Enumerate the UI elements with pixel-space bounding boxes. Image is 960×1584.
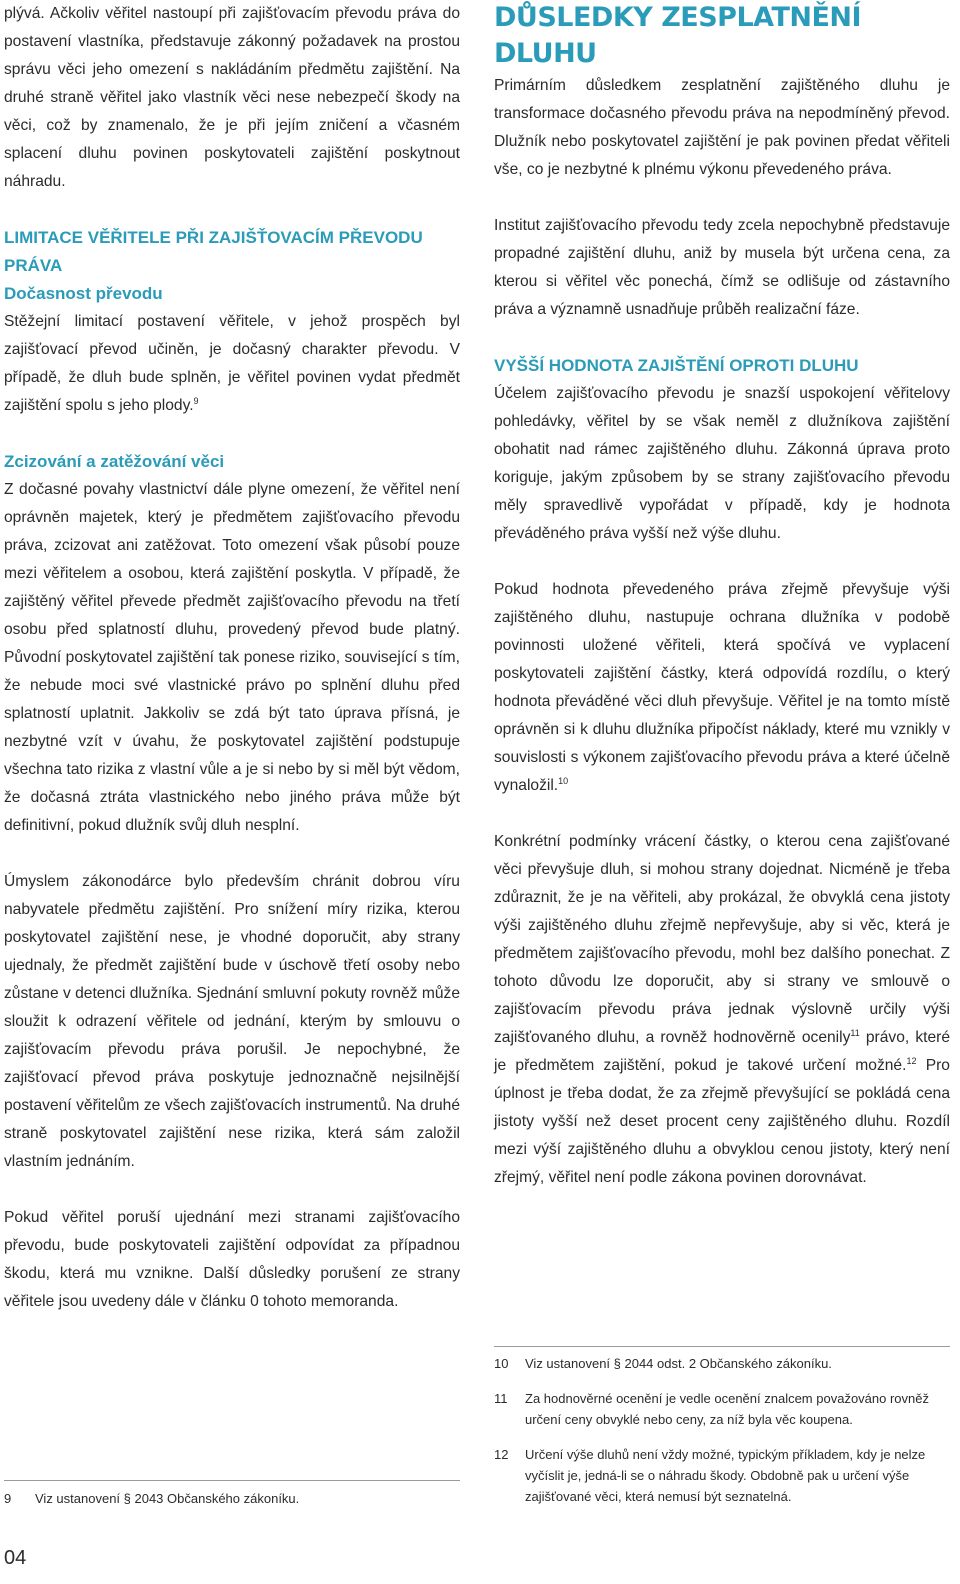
footnote-ref-11[interactable]: 11 — [850, 1027, 860, 1038]
footnote-ref-12[interactable]: 12 — [906, 1055, 917, 1066]
paragraph-konkretni-part-b: právo, které je předmětem zajištění, pokud je takové určení možné. — [494, 1029, 950, 1074]
paragraph-ucelem: Účelem zajišťovacího převodu je snazší uspokojení věřitelovy pohledávky, věřitel by se však neměl z dlužníkova zajištění obohatit nad rámec zajištěného dluhu. Zákonná úprava proto koriguje, jakým způsobem by se strany zajišťovacího převodu měly spravedlivě vypořádat v případě, kdy je hodnota převáděného práva vyšší než výše dluhu. — [494, 385, 950, 542]
footnote-text: Za hodnověrné ocenění je vedle ocenění znalcem považováno rovněž určení ceny obvyklé nebo ceny, za níž byla věc koupena. — [525, 1391, 929, 1427]
subheading-zcizovani: Zcizování a zatěžování věci — [4, 452, 225, 471]
paragraph-konkretni — [494, 828, 950, 1192]
right-column — [494, 0, 950, 1192]
paragraph-konkretni-part-c: Pro úplnost je třeba dodat, že za zřejmě převyšující se pokládá cena jistoty vyšší než deset procent ceny zajištěného dluhu. Rozdíl mezi výší zajištěného dluhu a obvyklou cenou jistoty, který není zřejmý, věřitel není podle zákona povinen dorovnávat. — [494, 1057, 950, 1186]
paragraph-zcizovani: Z dočasné povahy vlastnictví dále plyne omezení, že věřitel není oprávněn majetek, který je předmětem zajišťovacího převodu práva, zcizovat ani zatěžovat. Toto omezení však působí pouze mezi věřitelem a osobou, která zajištění poskytla. V případě, že zajištěný věřitel převede předmět zajišťovacího převodu na třetí osobu před splatností dluhu, provedený převod bude platný. Původní poskytovatel zajištění tak ponese riziko, související s tím, že nebude moci své vlastnické právo po splnění dluhu před splatností uplatnit. Jakkoliv se zdá být tato úprava přísná, je nezbytné vzít v úvahu, že poskytovatel zajištění podstupuje všechna tato rizika z vlastní vůle a je si nebo by si měl být vědom, že dočasná ztráta vlastnického nebo jiného práva může být definitivní, pokud dlužník svůj dluh nesplní. — [4, 481, 460, 834]
footnote-text: Určení výše dluhů není vždy možné, typickým příkladem, kdy je nelze vyčíslit je, jedná-li se o náhradu škody. Obdobně pak u určení výše zajišťované věci, která nemusí být seznatelná. — [525, 1447, 926, 1504]
page-number: 04 — [4, 1547, 27, 1569]
footnote-11 — [494, 1388, 950, 1430]
footnote-text: Viz ustanovení § 2043 Občanského zákoníku. — [35, 1491, 300, 1506]
footnote-number: 11 — [494, 1391, 508, 1406]
footnote-divider-left — [4, 1480, 460, 1481]
footnote-9 — [4, 1488, 460, 1509]
section-heading-vyssi-hodnota: VYŠŠÍ HODNOTA ZAJIŠTĚNÍ OPROTI DLUHU — [494, 356, 859, 375]
paragraph-docasnost-text: Stěžejní limitací postavení věřitele, v jehož prospěch byl zajišťovací převod učiněn, je dočasný charakter převodu. V případě, že dluh bude splněn, je věřitel povinen vydat předmět zajištění spolu s jeho plody. — [4, 313, 460, 414]
paragraph-pokud-hodnota-text: Pokud hodnota převedeného práva zřejmě převyšuje výši zajištěného dluhu, nastupuje ochrana dlužníka v podobě povinnosti uložené věřiteli, která spočívá ve vyplacení poskytovateli zajištění částky, která odpovídá rozdílu, o který hodnota převáděné věci dluh převyšuje. Věřitel je na tomto místě oprávněn si k dluhu dlužníka připočíst náklady, které mu vznikly v souvislosti s výkonem zajišťovacího převodu práva a které účelně vynaložil. — [494, 581, 950, 794]
intro-paragraph: plývá. Ačkoliv věřitel nastoupí při zajišťovacím převodu práva do postavení vlastníka, představuje zákonný požadavek na prostou správu věci jeho omezení s nakládáním předmětu zajištění. Na druhé straně věřitel jako vlastník věci nese nebezpečí škody na věci, což by znamenalo, že je při jejím zničení a včasném splacení dluhu povinen poskytovateli zajištění poskytnout náhradu. — [4, 5, 460, 190]
section-heading-limitace: LIMITACE VĚŘITELE PŘI ZAJIŠŤOVACÍM PŘEVODU PRÁVA — [4, 228, 423, 275]
paragraph-umyslem: Úmyslem zákonodárce bylo především chránit dobrou víru nabyvatele předmětu zajištění. Pro snížení míry rizika, kterou poskytovatel zajištění nese, je vhodné doporučit, aby strany ujednaly, že předmět zajištění bude v úschově třetí osoby nebo zůstane v detenci dlužníka. Sjednání smluvní pokuty rovněž může sloužit k odrazení věřitele od jednání, kterým by smlouvu o zajišťovacím převodu práva porušil. Je nepochybné, že zajišťovací převod práva poskytuje jednoznačně nejsilnější postavení věřitelům ze všech zajišťovacích instrumentů. Na druhé straně poskytovatel zajištění nese rizika, která sám založil vlastním jednáním. — [4, 873, 460, 1170]
subheading-docasnost: Dočasnost převodu — [4, 284, 163, 303]
paragraph-konkretni-part-a: Konkrétní podmínky vrácení částky, o kterou cena zajišťované věci převyšuje dluh, si mohou strany dojednat. Nicméně je třeba zdůraznit, že je na věřiteli, aby prokázal, že obvyklá cena jistoty výši zajištěného dluhu zřejmě nepřevyšuje, aby si věc, která je předmětem zajišťovacího převodu, mohl bez dalšího ponechat. Z tohoto důvodu lze doporučit, aby si strany ve smlouvě o zajišťovacím převodu práva jednak výslovně určily výši zajišťovaného dluhu, a rovněž hodnověrně ocenily — [494, 833, 950, 1046]
footnote-12 — [494, 1444, 950, 1507]
heading-dusledky: DŮSLEDKY ZESPLATNĚNÍ DLUHU — [494, 2, 862, 69]
paragraph-docasnost — [4, 308, 460, 420]
footnote-divider-right — [494, 1346, 950, 1347]
paragraph-institut: Institut zajišťovacího převodu tedy zcela nepochybně představuje propadné zajištění dluhu, aniž by musela být určena cena, za kterou si věřitel věc ponechá, čímž se odlišuje od zástavního práva a významně usnadňuje průběh realizační fáze. — [494, 217, 950, 318]
footnote-ref-10[interactable]: 10 — [558, 775, 569, 786]
paragraph-primarnim: Primárním důsledkem zesplatnění zajištěného dluhu je transformace dočasného převodu práva na nepodmíněný převod. Dlužník nebo poskytovatel zajištění je pak povinen předat věřiteli vše, co je nezbytné k plnému výkonu převedeného práva. — [494, 77, 950, 178]
paragraph-pokud-hodnota — [494, 576, 950, 800]
left-column — [4, 0, 460, 1316]
footnote-number: 9 — [4, 1491, 12, 1506]
footnote-number: 12 — [494, 1447, 509, 1462]
footnote-ref-9[interactable]: 9 — [193, 395, 199, 406]
footnote-number: 10 — [494, 1356, 509, 1371]
footnote-10 — [494, 1353, 950, 1374]
footnote-text: Viz ustanovení § 2044 odst. 2 Občanského zákoníku. — [525, 1356, 832, 1371]
paragraph-poruseni: Pokud věřitel poruší ujednání mezi stranami zajišťovacího převodu, bude poskytovateli zajištění odpovídat za případnou škodu, která mu vznikne. Další důsledky porušení ze strany věřitele jsou uvedeny dále v článku 0 tohoto memoranda. — [4, 1209, 460, 1310]
